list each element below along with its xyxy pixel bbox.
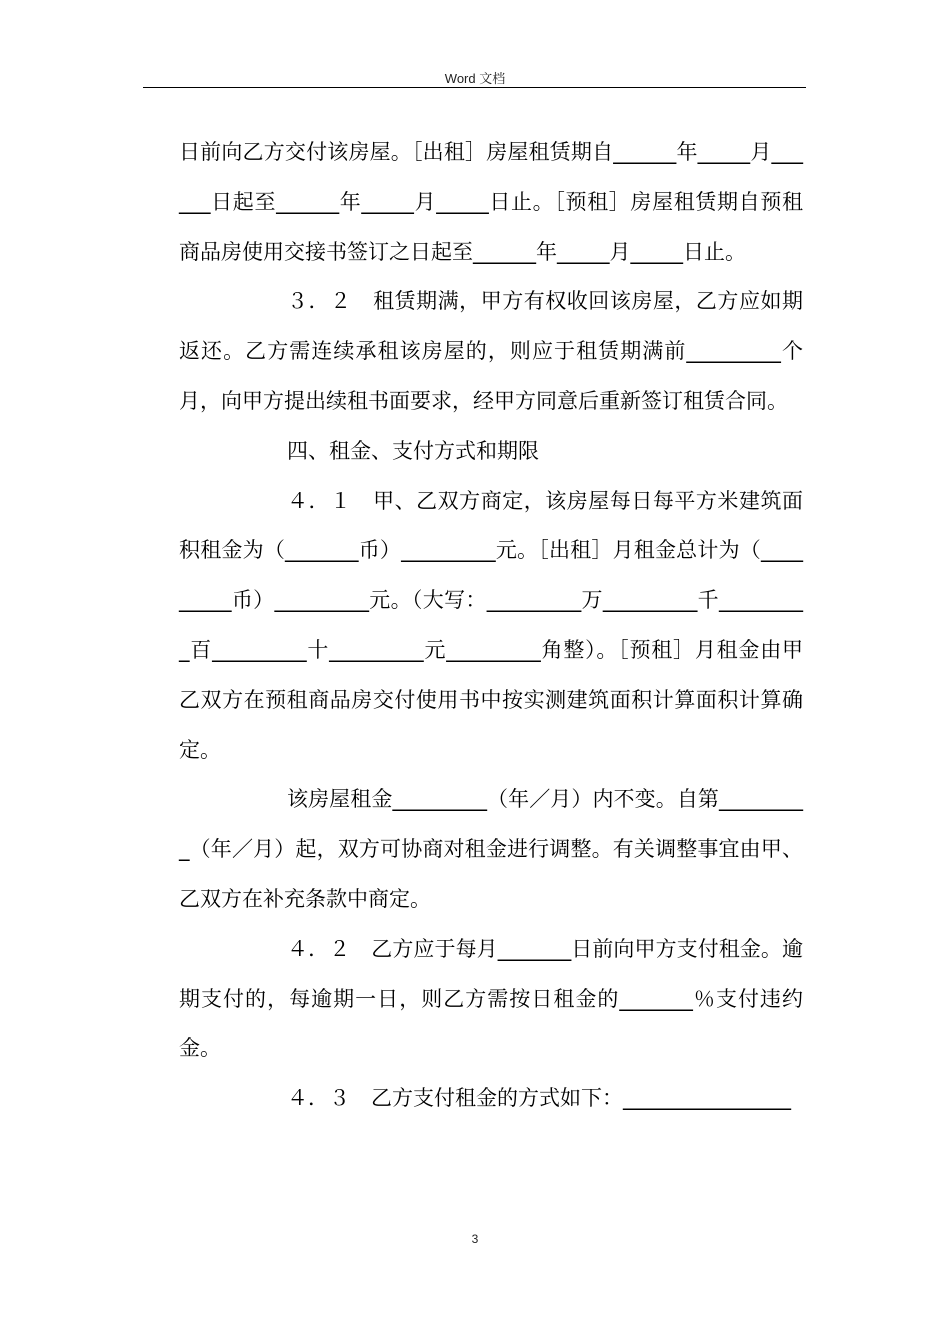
- header-divider: [143, 87, 806, 88]
- paragraph-rent-adjustment: 该房屋租金_________（年／月）内不变。自第_________（年／月）起，双方可协商对租金进行调整。有关调整事宜由甲、乙双方在补充条款中商定。: [179, 787, 803, 911]
- paragraph-lease-term: 日前向乙方交付该房屋。［出租］房屋租赁期自______年_____月______日起至______年_____月_____日止。［预租］房屋租赁期自预租商品房使用交接书签订之日起至______年_____月_____日止。: [179, 140, 803, 264]
- page-number: 3: [471, 1232, 479, 1246]
- page-header: Word 文档: [444, 71, 506, 86]
- paragraph-4-3: ４．３ 乙方支付租金的方式如下：________________: [287, 1086, 791, 1111]
- document-body: [179, 128, 803, 1124]
- paragraph-4-1: ４．１ 甲、乙双方商定，该房屋每日每平方米建筑面积租金为（_______币）_________元。［出租］月租金总计为（_________币）_________元。（大写：_________万_________千_________百_________十_________元_________角整）。［预租］月租金由甲乙双方在预租商品房交付使用书中按实测建筑面积计算面积计算确定。: [179, 488, 803, 762]
- paragraph-4-2: ４．２ 乙方应于每月_______日前向甲方支付租金。逾期支付的，每逾期一日，则乙方需按日租金的_______％支付违约金。: [179, 936, 803, 1061]
- section-heading-rent: 四、租金、支付方式和期限: [287, 438, 539, 463]
- paragraph-3-2: ３．２ 租赁期满，甲方有权收回该房屋，乙方应如期返还。乙方需连续承租该房屋的，则应于租赁期满前_________个月，向甲方提出续租书面要求，经甲方同意后重新签订租赁合同。: [179, 289, 803, 413]
